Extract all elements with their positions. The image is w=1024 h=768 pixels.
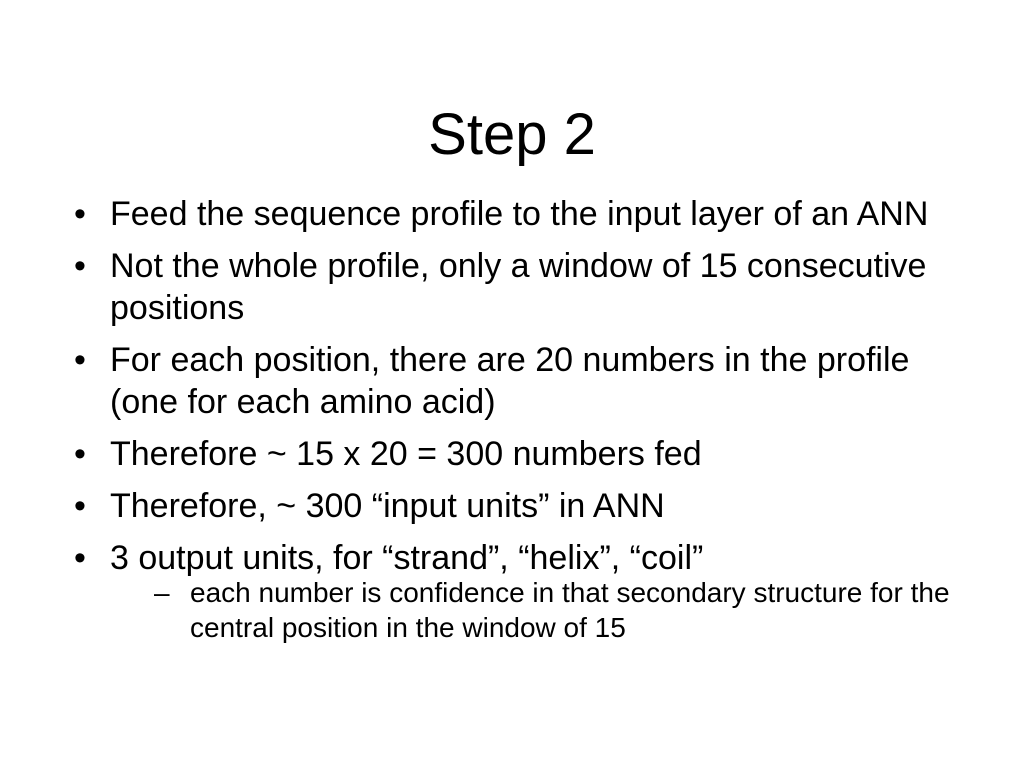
bullet-list [74,193,954,655]
bullet-text: Therefore ~ 15 x 20 = 300 numbers fed [110,435,702,473]
slide-title: Step 2 [428,102,596,167]
bullet-item [74,485,954,527]
bullet-marker: • [74,487,86,525]
bullet-marker: • [74,539,86,577]
bullet-text: Feed the sequence profile to the input layer of an ANN [110,195,929,233]
bullet-item [74,245,954,329]
bullet-text: 3 output units, for “strand”, “helix”, “coil” [110,539,704,577]
bullet-item [74,339,954,423]
bullet-marker: • [74,247,86,285]
bullet-text: For each position, there are 20 numbers in the profile (one for each amino acid) [110,341,910,421]
bullet-marker: • [74,195,86,233]
bullet-item [74,193,954,235]
bullet-item [74,433,954,475]
sub-bullet-marker: – [154,577,170,608]
bullet-marker: • [74,435,86,473]
sub-bullet-text: each number is confidence in that secondary structure for the central position in the window of 15 [190,577,950,643]
sub-bullet-item [154,575,954,645]
bullet-marker: • [74,341,86,379]
bullet-text: Therefore, ~ 300 “input units” in ANN [110,487,665,525]
bullet-text: Not the whole profile, only a window of 15 consecutive positions [110,247,927,327]
bullet-item [74,537,954,645]
sub-bullet-list [110,575,954,645]
